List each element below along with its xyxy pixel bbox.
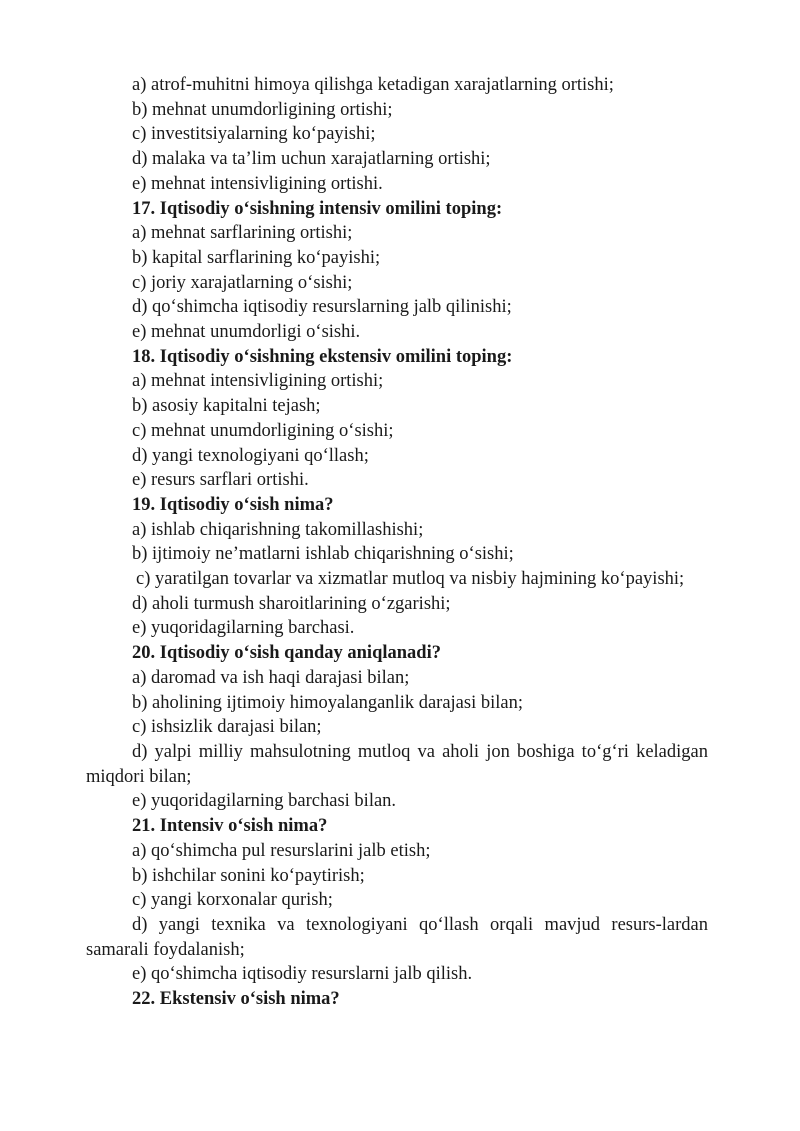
answer-option: d) yangi texnika va texnologiyani qoʻllash orqali mavjud resurs-lardan samarali foydalanish; [86, 914, 708, 960]
answer-option: a) daromad va ish haqi darajasi bilan; [132, 667, 410, 688]
answer-option: a) atrof-muhitni himoya qilishga ketadigan xarajatlarning ortishi; [132, 75, 614, 95]
document-page [86, 73, 708, 1012]
answer-option: d) qoʻshimcha iqtisodiy resurslarning jalb qilinishi; [132, 297, 512, 318]
answer-option: c) investitsiyalarning koʻpayishi; [132, 124, 376, 145]
answer-option: c) yangi korxonalar qurish; [132, 890, 333, 911]
answer-option: c) mehnat unumdorligining oʻsishi; [132, 420, 394, 441]
answer-option: e) yuqoridagilarning barchasi bilan. [132, 791, 397, 812]
question-20-title: 20. Iqtisodiy oʻsish qanday aniqlanadi? [132, 643, 441, 664]
answer-option: a) qoʻshimcha pul resurslarini jalb etish; [132, 840, 431, 861]
answer-option: e) qoʻshimcha iqtisodiy resurslarni jalb qilish. [132, 964, 473, 985]
answer-option: b) ijtimoiy ne’matlarni ishlab chiqarishning oʻsishi; [132, 544, 514, 565]
answer-option: c) ishsizlik darajasi bilan; [132, 717, 322, 738]
answer-option: a) mehnat intensivligining ortishi; [132, 371, 384, 392]
answer-option: e) mehnat intensivligining ortishi. [132, 173, 383, 194]
answer-option: c) joriy xarajatlarning oʻsishi; [132, 272, 353, 293]
answer-option: d) yangi texnologiyani qoʻllash; [132, 445, 369, 466]
answer-option: b) kapital sarflarining koʻpayishi; [132, 247, 381, 268]
answer-option: e) yuqoridagilarning barchasi. [132, 618, 355, 639]
question-19-title: 19. Iqtisodiy oʻsish nima? [132, 494, 334, 515]
question-22-title: 22. Ekstensiv oʻsish nima? [132, 989, 340, 1010]
answer-option: b) asosiy kapitalni tejash; [132, 396, 321, 417]
question-21-title: 21. Intensiv oʻsish nima? [132, 816, 328, 837]
answer-option: d) malaka va ta’lim uchun xarajatlarning ortishi; [132, 149, 491, 170]
answer-option: b) ishchilar sonini koʻpaytirish; [132, 865, 365, 886]
question-17-title: 17. Iqtisodiy oʻsishning intensiv omilini toping: [132, 198, 503, 219]
answer-option: a) mehnat sarflarining ortishi; [132, 223, 353, 244]
question-18-title: 18. Iqtisodiy oʻsishning ekstensiv omilini toping: [132, 346, 513, 367]
answer-option: c) yaratilgan tovarlar va xizmatlar mutloq va nisbiy hajmining koʻpayishi; [136, 569, 685, 590]
answer-option: b) aholining ijtimoiy himoyalanganlik darajasi bilan; [132, 692, 523, 713]
answer-option: e) mehnat unumdorligi oʻsishi. [132, 322, 361, 343]
answer-option: d) aholi turmush sharoitlarining oʻzgarishi; [132, 593, 451, 614]
answer-option: d) yalpi milliy mahsulotning mutloq va aholi jon boshiga toʻgʻri keladigan miqdori bilan; [86, 741, 708, 787]
answer-option: b) mehnat unumdorligining ortishi; [132, 99, 393, 120]
answer-option: e) resurs sarflari ortishi. [132, 470, 309, 491]
answer-option: a) ishlab chiqarishning takomillashishi; [132, 519, 424, 540]
